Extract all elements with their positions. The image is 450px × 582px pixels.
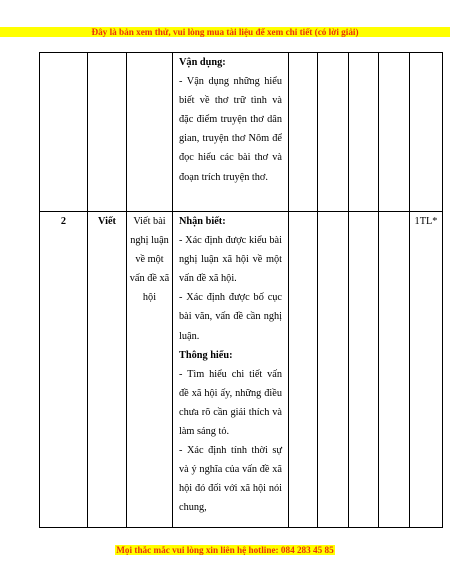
row-number-cell bbox=[40, 53, 88, 212]
unit-cell bbox=[127, 53, 173, 212]
requirement-heading: Vận dụng: bbox=[179, 57, 226, 68]
preview-notice-text: Đây là bản xem thử, vui lòng mua tài liệu để xem chi tiết (có lời giải) bbox=[91, 27, 359, 37]
requirement-cell bbox=[173, 53, 289, 212]
row-number-cell: 2 bbox=[40, 212, 88, 528]
level-cell bbox=[318, 53, 349, 212]
level-cell bbox=[379, 53, 410, 212]
total-cell: 1TL* bbox=[410, 212, 443, 528]
level-cell bbox=[289, 53, 318, 212]
unit-cell: Viết bài nghị luận về một vấn đề xã hội bbox=[127, 212, 173, 528]
requirement-item: - Xác định tính thời sự và ý nghĩa của vấn đề xã hội đó đối với xã hội nói chung, bbox=[179, 445, 282, 514]
requirement-item: - Xác định được bố cục bài văn, vấn đề cần nghị luận. bbox=[179, 292, 282, 342]
table-row bbox=[40, 212, 443, 528]
level-cell bbox=[289, 212, 318, 528]
requirement-item: - Xác định được kiểu bài nghị luận xã hội về một vấn đề xã hội. bbox=[179, 235, 282, 285]
level-cell bbox=[349, 212, 379, 528]
table-row bbox=[40, 53, 443, 212]
level-cell bbox=[349, 53, 379, 212]
level-cell bbox=[379, 212, 410, 528]
contact-notice-banner bbox=[0, 545, 450, 555]
requirement-item: - Tìm hiểu chi tiết vấn đề xã hội ấy, những điều chưa rõ cần giải thích và làm sáng tỏ. bbox=[179, 368, 282, 438]
level-cell bbox=[318, 212, 349, 528]
skill-cell bbox=[88, 53, 127, 212]
requirement-heading: Nhận biết: bbox=[179, 216, 226, 227]
skill-cell: Viết bbox=[88, 212, 127, 528]
total-cell bbox=[410, 53, 443, 212]
specification-table bbox=[39, 52, 443, 528]
requirement-heading: Thông hiểu: bbox=[179, 349, 233, 361]
contact-notice-text: Mọi thắc mắc vui lòng xin liên hệ hotline: 084 283 45 85 bbox=[116, 545, 334, 555]
requirement-item: - Vận dụng những hiểu biết về thơ trữ tình và đặc điểm truyện thơ dân gian, truyện thơ Nôm để đọc hiểu các bài thơ và đoạn trích truyện thơ. bbox=[179, 76, 282, 183]
preview-notice-banner bbox=[0, 27, 450, 37]
requirement-cell bbox=[173, 212, 289, 528]
